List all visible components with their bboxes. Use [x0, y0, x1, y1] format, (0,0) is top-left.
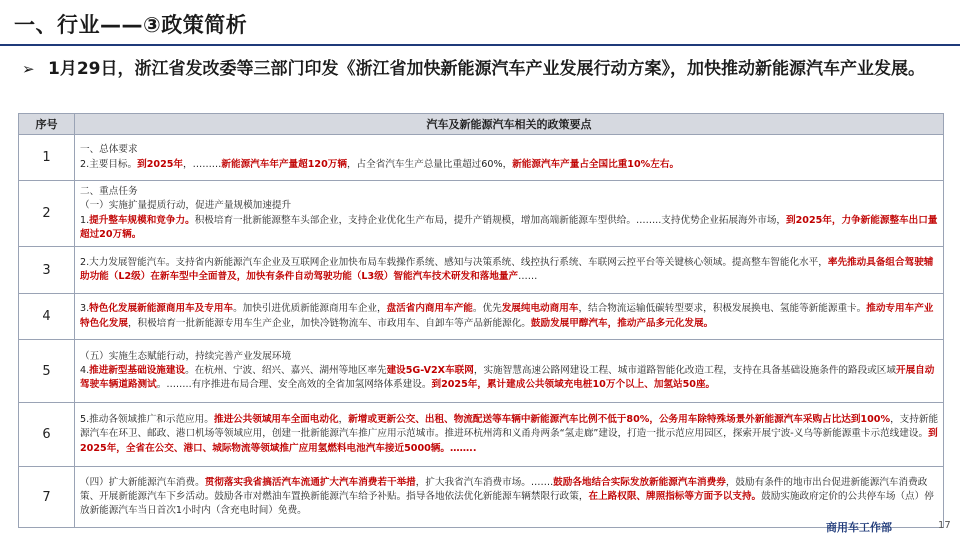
- row-index: 4: [19, 294, 75, 340]
- table-row: [19, 135, 944, 181]
- title-bar: [0, 0, 960, 46]
- row-policy-content: [75, 135, 944, 181]
- section-heading: [22, 56, 942, 83]
- footer-department: 商用车工作部: [826, 521, 892, 534]
- table-row: [19, 294, 944, 340]
- content-line: [80, 364, 939, 392]
- row-policy-content: [75, 340, 944, 403]
- table-header-row: [19, 114, 944, 135]
- highlight-text: 发展纯电动商用车: [501, 303, 579, 315]
- highlight-text: 建设5G-V2X车联网: [386, 364, 474, 376]
- content-line: [80, 199, 939, 213]
- highlight-text: 推进新型基础设施建设: [89, 364, 186, 376]
- body-text: （一）实施扩量提质行动，促进产量规模加速提升: [80, 200, 292, 212]
- body-text: ，扩大我省汽车消费市场。…….: [415, 476, 554, 488]
- highlight-text: 特色化发展新能源商用车及专用车: [89, 303, 234, 315]
- body-text: ，结合物流运输低碳转型要求，积极发展换电、氢能等新能源重卡。: [578, 303, 867, 315]
- body-text: 。……..有序推进布局合理、安全高效的全省加氢网络体系建设。: [156, 379, 432, 391]
- content-line: [80, 185, 939, 199]
- body-text: （四）扩大新能源汽车消费。: [80, 476, 205, 488]
- content-line: [80, 350, 939, 364]
- row-index: 6: [19, 403, 75, 467]
- content-line: [80, 413, 939, 456]
- highlight-text: 新能源汽车产量占全国比重10%左右。: [512, 158, 680, 170]
- body-text: 2.主要目标。: [80, 158, 138, 170]
- body-text: 5.推动各领域推广和示范应用。: [80, 414, 214, 426]
- highlight-text: 鼓励各地结合实际发放新能源汽车消费券: [553, 476, 726, 488]
- body-text: 鼓励实施政府定价的公共停车场（点）停放新能源汽车当日首次1小时内（含充电时间）免费。: [80, 490, 934, 517]
- highlight-text: 到2025年: [137, 158, 184, 170]
- highlight-text: 推动专用车产业特色化发展: [80, 303, 934, 329]
- table-row: [19, 181, 944, 247]
- body-text: 3.: [80, 303, 90, 315]
- content-line: [80, 214, 939, 242]
- page-title: 一、行业——③政策简析: [14, 13, 248, 37]
- table-row: [19, 467, 944, 528]
- highlight-text: 鼓励发展甲醇汽车，推动产品多元化发展。: [530, 317, 714, 329]
- header-index: 序号: [19, 114, 75, 135]
- row-index: 7: [19, 467, 75, 528]
- highlight-text: 到2025年，累计建成公共领域充电桩10万个以上、加氢站50座。: [431, 379, 716, 391]
- policy-table: [18, 113, 944, 528]
- body-text: 2.大力发展智能汽车。支持省内新能源汽车企业及互联网企业加快布局车载操作系统、感知与决策系统、线控执行系统、车联网云控平台等关键核心领域。提高整车智能化水平，: [80, 256, 828, 268]
- row-policy-content: [75, 247, 944, 294]
- table-row: [19, 247, 944, 294]
- heading-text: 1月29日，浙江省发改委等三部门印发《浙江省加快新能源汽车产业发展行动方案》，加快推动新能源汽车产业发展。: [48, 59, 925, 79]
- row-policy-content: [75, 181, 944, 247]
- body-text: ，实施智慧高速公路网建设工程、城市道路智能化改造工程，支持在具备基础设施条件的路段或区域: [473, 364, 896, 376]
- highlight-text: 在上路权限、牌照指标等方面予以支持。: [588, 490, 762, 502]
- body-text: 二、重点任务: [80, 186, 138, 198]
- highlight-text: 到2025年，全省在公交、港口、城际物流等领域推广应用氢燃料电池汽车接近5000辆: [80, 428, 938, 454]
- table-row: [19, 340, 944, 403]
- body-text: 一、总体要求: [80, 144, 138, 156]
- row-index: 3: [19, 247, 75, 294]
- row-index: 1: [19, 135, 75, 181]
- body-text: （五）实施生态赋能行动，持续完善产业发展环境: [80, 350, 292, 362]
- row-policy-content: [75, 467, 944, 528]
- highlight-text: 盘活省内商用车产能: [386, 303, 473, 315]
- header-policy-points: 汽车及新能源汽车相关的政策要点: [75, 114, 944, 135]
- body-text: 积极培育一批新能源整车头部企业，支持企业优化生产布局，提升产销规模，增加高端新能源车型供给。……..支持优势企业拓展海外市场，: [194, 214, 787, 226]
- highlight-text: 提升整车规模和竞争力。: [89, 214, 195, 226]
- body-text: ，积极培育一批新能源专用车生产企业，加快冷链物流车、市政用车、自卸车等产品新能源化。: [127, 317, 531, 329]
- highlight-text: 到2025年，力争新能源整车出口量超过20万辆。: [80, 214, 938, 240]
- body-text: ，: [338, 414, 349, 426]
- content-line: [80, 158, 939, 172]
- body-text: 1.: [80, 214, 90, 226]
- body-text: 。优先: [472, 303, 502, 315]
- row-index: 5: [19, 340, 75, 403]
- body-text: 。在杭州、宁波、绍兴、嘉兴、湖州等地区率先: [185, 364, 387, 376]
- content-line: [80, 256, 939, 284]
- highlight-text: 贯彻落实我省搞活汽车流通扩大汽车消费若干举措: [204, 476, 416, 488]
- row-index: 2: [19, 181, 75, 247]
- body-text: ，支持新能源汽车在环卫、邮政、港口机场等领域应用，创建一批新能源汽车推广应用示范城市。推进环杭州湾和义甬舟两条“氢走廊”建设，打造一批示范应用园区，探索开展宁波-义乌等新能源重卡示范线建设。: [80, 414, 939, 440]
- highlight-text: 新能源汽车年产量超120万辆: [221, 158, 347, 170]
- content-line: [80, 302, 939, 330]
- row-policy-content: [75, 403, 944, 467]
- highlight-text: 开展自动驾驶车辆道路测试: [80, 364, 935, 391]
- highlight-text: 新增或更新公交、出租、物流配送等车辆中新能源汽车比例不低于80%，公务用车除特殊场景外新能源汽车采购占比达到100%: [348, 414, 891, 426]
- arrow-bullet-icon: ➢: [22, 60, 35, 78]
- highlight-text: 推进公共领域用车全面电动化: [213, 414, 339, 426]
- body-text: ，鼓励有条件的地市出台促进新能源汽车消费政策、开展新能源汽车下乡活动。鼓励各市对燃油车置换新能源汽车给予补贴。指导各地依法优化新能源车辆禁限行政策，: [80, 476, 928, 502]
- content-line: [80, 143, 939, 157]
- highlight-text: 。……..: [440, 442, 477, 454]
- body-text: 4.: [80, 364, 90, 376]
- title-underline: [0, 44, 960, 46]
- body-text: ，………: [183, 158, 222, 170]
- content-line: [80, 476, 939, 519]
- body-text: ……: [518, 271, 538, 282]
- page-number: 17: [938, 520, 951, 531]
- body-text: 。加快引进优质新能源商用车企业，: [233, 303, 387, 315]
- body-text: ，占全省汽车生产总量比重超过60%，: [346, 158, 513, 170]
- row-policy-content: [75, 294, 944, 340]
- table-row: [19, 403, 944, 467]
- highlight-text: 率先推动具备组合驾驶辅助功能（L2级）在新车型中全面普及，加快有条件自动驾驶功能（L3级）智能汽车技术研发和落地量产: [80, 256, 934, 282]
